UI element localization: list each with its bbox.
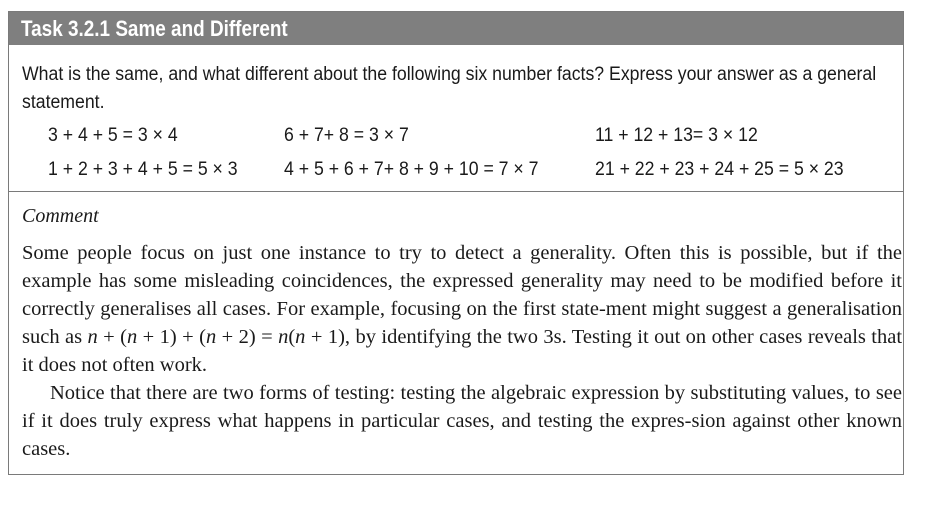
number-fact-5: 4 + 5 + 6 + 7+ 8 + 9 + 10 = 7 × 7 — [284, 159, 539, 180]
task-prompt — [22, 61, 892, 117]
task-title: Task 3.2.1 Same and Different — [21, 16, 288, 41]
number-fact-2: 6 + 7+ 8 = 3 × 7 — [284, 125, 409, 146]
formula-var: n — [87, 326, 98, 348]
task-header — [9, 12, 903, 45]
comment-p1-text-a: Some people focus on just one instance to try to detect a generality. Often this is possible, but if the example has some misleading coincidences, the expressed generality may need to be modified before it correctly generalises all cases. For example, focusing on the first state-ment might suggest a generalisation such as — [22, 242, 902, 348]
formula-var: n — [278, 326, 289, 348]
task-box — [8, 11, 904, 475]
formula-var: n — [126, 326, 138, 348]
comment-p1-text-b: , by identifying the two 3s. Testing it out on other cases reveals that it does not often work. — [22, 326, 903, 376]
formula-var: n — [205, 326, 217, 348]
formula-part: ( — [288, 326, 296, 348]
number-fact-4: 1 + 2 + 3 + 4 + 5 = 5 × 3 — [48, 159, 238, 180]
formula-part: + ( — [97, 326, 127, 348]
comment-paragraph-2: Notice that there are two forms of testing: testing the algebraic expression by substituting values, to see if it does truly express what happens in particular cases, and testing the expres-sion against other known cases. — [22, 382, 902, 460]
formula-var: n — [295, 326, 306, 348]
section-divider — [9, 191, 903, 192]
formula-part: + 2) = — [216, 326, 279, 348]
formula-part: + 1) — [305, 326, 345, 348]
formula-part: + 1) + ( — [137, 326, 206, 348]
comment-title: Comment — [22, 205, 99, 227]
comment-paragraph-1 — [22, 239, 902, 379]
number-fact-6: 21 + 22 + 23 + 24 + 25 = 5 × 23 — [595, 159, 844, 180]
number-fact-3: 11 + 12 + 13= 3 × 12 — [595, 125, 758, 146]
task-prompt-text: What is the same, and what different about the following six number facts? Express your answer as a general statement. — [22, 64, 877, 113]
number-fact-1: 3 + 4 + 5 = 3 × 4 — [48, 125, 178, 146]
comment-body — [22, 239, 902, 463]
